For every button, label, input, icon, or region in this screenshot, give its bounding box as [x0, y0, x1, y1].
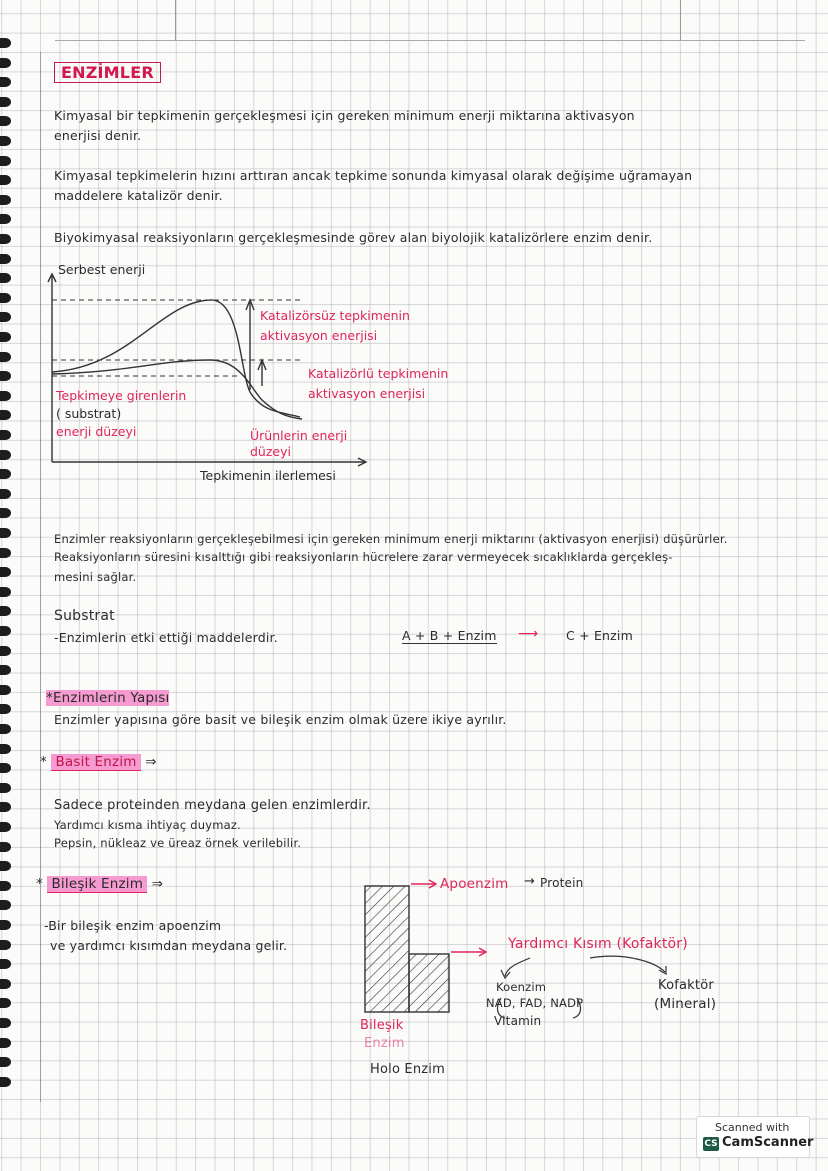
protein-label: Protein: [540, 876, 584, 890]
basit-line-1: Sadece proteinden meydana gelen enzimlerdir.: [54, 798, 371, 813]
label-products-1: Ürünlerin enerji: [250, 428, 348, 443]
binding-hole: [0, 58, 11, 68]
binding-hole: [0, 332, 11, 342]
binding-hole: [0, 881, 11, 891]
apoenzyme-block: [365, 886, 409, 1012]
mineral-label: (Mineral): [654, 996, 717, 1012]
label-reactants-3: enerji düzeyi: [56, 424, 137, 439]
paragraph-catalyst-2: maddelere katalizör denir.: [54, 188, 223, 203]
top-table-strip: [55, 0, 805, 41]
label-reactants-1: Tepkimeye girenlerin: [56, 388, 187, 403]
binding-hole: [0, 685, 11, 695]
binding-hole: [0, 548, 11, 558]
bilesik-line-1: -Bir bileşik enzim apoenzim: [44, 918, 222, 933]
binding-hole: [0, 450, 11, 460]
vitamin-label: Vitamin: [494, 1014, 542, 1028]
binding-hole: [0, 136, 11, 146]
binding-hole: [0, 1077, 11, 1087]
equation-arrow: ⟶: [518, 626, 539, 642]
label-uncatalyzed-1: Katalizörsüz tepkimenin: [260, 308, 410, 323]
camscanner-brand: CamScanner: [722, 1135, 814, 1150]
paragraph-activation-1: Kimyasal bir tepkimenin gerçekleşmesi için gereken minimum enerji miktarına aktivasyon: [54, 108, 635, 123]
binding-hole: [0, 195, 11, 205]
binding-hole: [0, 234, 11, 244]
yardimci-label: Yardımcı Kısım (Kofaktör): [508, 936, 688, 952]
binding-hole: [0, 626, 11, 636]
apoenzim-label: Apoenzim: [440, 876, 509, 892]
koenzim-examples: NAD, FAD, NADP: [486, 996, 584, 1010]
basit-arrow: ⇒: [145, 754, 157, 770]
bilesik-heading: Bileşik Enzim: [47, 876, 147, 893]
binding-hole: [0, 489, 11, 499]
paragraph-enzyme-def: Biyokimyasal reaksiyonların gerçekleşmesinde görev alan biyolojik katalizörlere enzim denir.: [54, 230, 653, 245]
binding-hole: [0, 646, 11, 656]
yapi-text: Enzimler yapısına göre basit ve bileşik enzim olmak üzere ikiye ayrılır.: [54, 712, 507, 727]
enzim-label: Enzim: [364, 1036, 405, 1051]
binding-hole: [0, 724, 11, 734]
binding-hole: [0, 979, 11, 989]
equation-left: A + B + Enzim: [402, 628, 497, 643]
binding-hole: [0, 528, 11, 538]
bilesik-heading-row: [36, 876, 163, 892]
binding-hole: [0, 430, 11, 440]
binding-hole: [0, 391, 11, 401]
binding-hole: [0, 920, 11, 930]
binding-hole: [0, 587, 11, 597]
energy-diagram: [40, 262, 460, 494]
binding-hole: [0, 293, 11, 303]
camscanner-watermark: [696, 1116, 814, 1158]
koenzim-label: Koenzim: [496, 980, 547, 994]
basit-heading: Basit Enzim: [51, 754, 140, 771]
bilesik-star: *: [36, 876, 43, 892]
kofaktor-label: Kofaktör: [658, 978, 714, 993]
binding-hole: [0, 97, 11, 107]
binding-hole: [0, 744, 11, 754]
page-title: ENZİMLER: [54, 62, 161, 83]
basit-line-2: Yardımcı kısma ihtiyaç duymaz.: [54, 818, 241, 832]
enzyme-text-1: Enzimler reaksiyonların gerçekleşebilmesi için gereken minimum enerji miktarını (aktivasyon enerjisi) düşürürler.: [54, 532, 728, 546]
binding-hole: [0, 1018, 11, 1028]
label-catalyzed-1: Katalizörlü tepkimenin: [308, 366, 449, 381]
enzyme-text-2: Reaksiyonların süresini kısalttığı gibi reaksiyonların hücrelere zarar vermeyecek sıcaklıklarda gerçekleş-: [54, 550, 673, 564]
cofactor-block: [409, 954, 449, 1012]
binding-hole: [0, 352, 11, 362]
binding-hole: [0, 38, 11, 48]
label-products-2: düzeyi: [250, 444, 291, 459]
basit-line-3: Pepsin, nükleaz ve üreaz örnek verilebilir.: [54, 836, 302, 850]
margin-line: [40, 52, 41, 1102]
holo-enzim-label: Holo Enzim: [370, 1062, 445, 1077]
scanned-with-text: Scanned with: [715, 1121, 790, 1134]
enzyme-text-3: mesini sağlar.: [54, 570, 137, 584]
graph-xlabel: Tepkimenin ilerlemesi: [200, 468, 336, 483]
binding-hole: [0, 783, 11, 793]
bilesik-arrow: ⇒: [151, 876, 164, 892]
label-catalyzed-2: aktivasyon enerjisi: [308, 386, 426, 401]
label-uncatalyzed-2: aktivasyon enerjisi: [260, 328, 378, 343]
bilesik-label: Bileşik: [360, 1018, 404, 1033]
basit-star: *: [40, 754, 47, 770]
binding-hole: [0, 940, 11, 950]
binding-hole: [0, 254, 11, 264]
substrat-heading: Substrat: [54, 608, 115, 624]
basit-heading-row: [40, 754, 157, 770]
label-reactants-2: ( substrat): [56, 406, 122, 421]
substrat-definition: -Enzimlerin etki ettiği maddelerdir.: [54, 630, 278, 645]
binding-hole: [0, 1038, 11, 1048]
equation-right: C + Enzim: [566, 628, 633, 643]
protein-arrow: →: [524, 874, 536, 889]
binding-hole: [0, 156, 11, 166]
paragraph-catalyst-1: Kimyasal tepkimelerin hızını arttıran ancak tepkime sonunda kimyasal olarak değişime uğramayan: [54, 168, 693, 183]
binding-hole: [0, 822, 11, 832]
graph-ylabel: Serbest enerji: [58, 262, 146, 277]
bilesik-line-2: ve yardımcı kısımdan meydana gelir.: [50, 938, 288, 953]
yapi-heading: [46, 690, 169, 706]
yapi-heading-text: *Enzimlerin Yapısı: [46, 690, 170, 706]
camscanner-logo-icon: CS: [704, 1139, 718, 1149]
binding-hole: [0, 842, 11, 852]
paragraph-activation-2: enerjisi denir.: [54, 128, 142, 143]
